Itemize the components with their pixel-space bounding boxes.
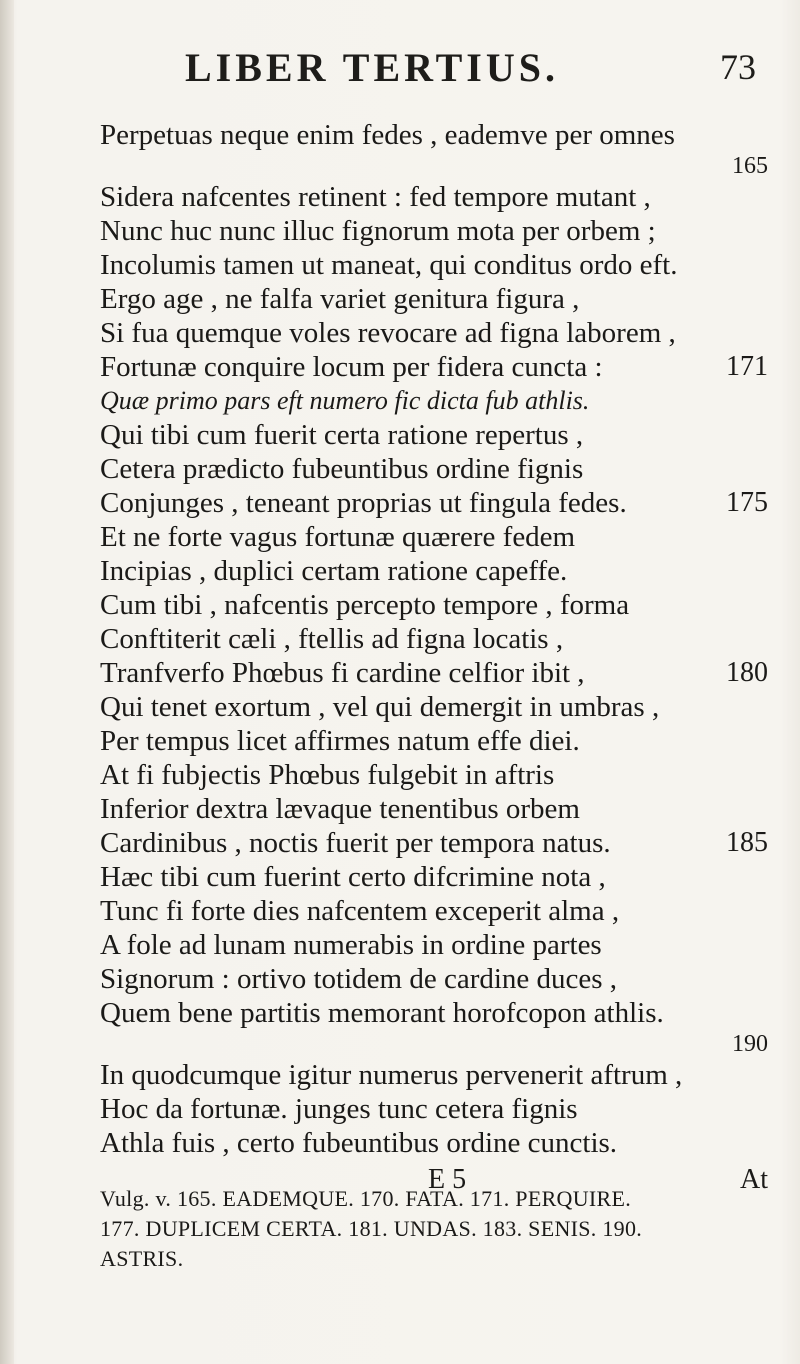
verse-line — [100, 758, 780, 792]
verse-line — [100, 118, 780, 152]
verse-line-text: Athla fuis , certo fubeuntibus ordine cunctis. — [100, 1127, 618, 1159]
verse-line — [100, 452, 780, 486]
signature-mark: E 5 — [428, 1164, 467, 1195]
verse-line — [100, 180, 780, 214]
verse-line-text: Si fua quemque voles revocare ad figna laborem , — [100, 317, 676, 349]
verse-line-text: Incipias , duplici certam ratione capeffe. — [100, 555, 568, 587]
verse-line — [100, 1058, 780, 1092]
line-number-row — [100, 1030, 780, 1058]
verse-line-text: Perpetuas neque enim fedes , eademve per omnes — [100, 119, 675, 151]
verse-line — [100, 928, 780, 962]
verse-line — [100, 894, 780, 928]
verse-line-text: Et ne forte vagus fortunæ quærere fedem — [100, 521, 576, 553]
variant-line: Vulg. v. 165. EADEMQUE. 170. FATA. 171. PERQUIRE. — [100, 1186, 632, 1211]
verse-line — [100, 826, 780, 860]
catchword: At — [740, 1164, 768, 1195]
verse-line — [100, 282, 780, 316]
verse-line-text: Quæ primo pars eft numero fic dicta fub athlis. — [100, 386, 590, 415]
line-number: 180 — [726, 657, 768, 688]
verse-line — [100, 1092, 780, 1126]
running-head — [0, 44, 800, 104]
variant-readings-note — [100, 1184, 760, 1274]
verse-line-text: Tunc fi forte dies nafcentem exceperit alma , — [100, 895, 620, 927]
verse-line — [100, 520, 780, 554]
verse-line — [100, 1126, 780, 1160]
line-number: 175 — [726, 487, 768, 518]
verse-line — [100, 656, 780, 690]
running-head-title: LIBER TERTIUS. — [185, 45, 559, 90]
verse-line — [100, 860, 780, 894]
line-number: 190 — [732, 1031, 768, 1057]
line-number: 171 — [726, 351, 768, 382]
verse-line — [100, 996, 780, 1030]
verse-line-text: Qui tenet exortum , vel qui demergit in umbras , — [100, 691, 660, 723]
verse-line — [100, 690, 780, 724]
verse-line — [100, 792, 780, 826]
page-number: 73 — [720, 47, 756, 87]
verse-line — [100, 316, 780, 350]
line-number: 185 — [726, 827, 768, 858]
verse-line — [100, 962, 780, 996]
verse-line — [100, 214, 780, 248]
verse-line-text: Per tempus licet affirmes natum effe diei. — [100, 725, 580, 757]
verse-line-text: Tranfverfo Phœbus fi cardine celfior ibit , — [100, 657, 585, 689]
verse-line — [100, 554, 780, 588]
verse-heading — [100, 384, 780, 418]
line-number-row — [100, 152, 780, 180]
page-gutter — [0, 0, 14, 1364]
variant-line: 177. DUPLICEM CERTA. 181. UNDAS. 183. SENIS. 190. — [100, 1216, 643, 1241]
verse-line-text: Ergo age , ne falfa variet genitura figura , — [100, 283, 580, 315]
verse-text — [100, 118, 780, 1200]
verse-line-text: In quodcumque igitur numerus pervenerit aftrum , — [100, 1059, 683, 1091]
verse-line-text: At fi fubjectis Phœbus fulgebit in aftris — [100, 759, 555, 791]
verse-line-text: Qui tibi cum fuerit certa ratione repertus , — [100, 419, 584, 451]
verse-line — [100, 418, 780, 452]
verse-line — [100, 622, 780, 656]
variant-line: ASTRIS. — [100, 1246, 184, 1271]
verse-line-text: Incolumis tamen ut maneat, qui conditus ordo eft. — [100, 249, 678, 281]
verse-line — [100, 724, 780, 758]
verse-line-text: Conftiterit cæli , ftellis ad figna locatis , — [100, 623, 564, 655]
verse-line-text: Signorum : ortivo totidem de cardine duces , — [100, 963, 618, 995]
verse-line-text: A fole ad lunam numerabis in ordine partes — [100, 929, 602, 961]
verse-line — [100, 350, 780, 384]
verse-line-text: Fortunæ conquire locum per fidera cuncta : — [100, 351, 603, 383]
verse-line — [100, 248, 780, 282]
verse-line-text: Hæc tibi cum fuerint certo difcrimine nota , — [100, 861, 606, 893]
verse-line-text: Cetera prædicto fubeuntibus ordine fignis — [100, 453, 584, 485]
verse-line-text: Quem bene partitis memorant horofcopon athlis. — [100, 997, 664, 1029]
verse-line-text: Conjunges , teneant proprias ut fingula fedes. — [100, 487, 627, 519]
line-number: 165 — [732, 153, 768, 179]
verse-line-text: Cum tibi , nafcentis percepto tempore , forma — [100, 589, 630, 621]
verse-line-text: Hoc da fortunæ. junges tunc cetera fignis — [100, 1093, 578, 1125]
verse-line-text: Inferior dextra lævaque tenentibus orbem — [100, 793, 580, 825]
verse-line — [100, 486, 780, 520]
verse-line-text: Sidera nafcentes retinent : fed tempore mutant , — [100, 181, 651, 213]
verse-line-text: Nunc huc nunc illuc fignorum mota per orbem ; — [100, 215, 656, 247]
verse-line-text: Cardinibus , noctis fuerit per tempora natus. — [100, 827, 611, 859]
verse-line — [100, 588, 780, 622]
